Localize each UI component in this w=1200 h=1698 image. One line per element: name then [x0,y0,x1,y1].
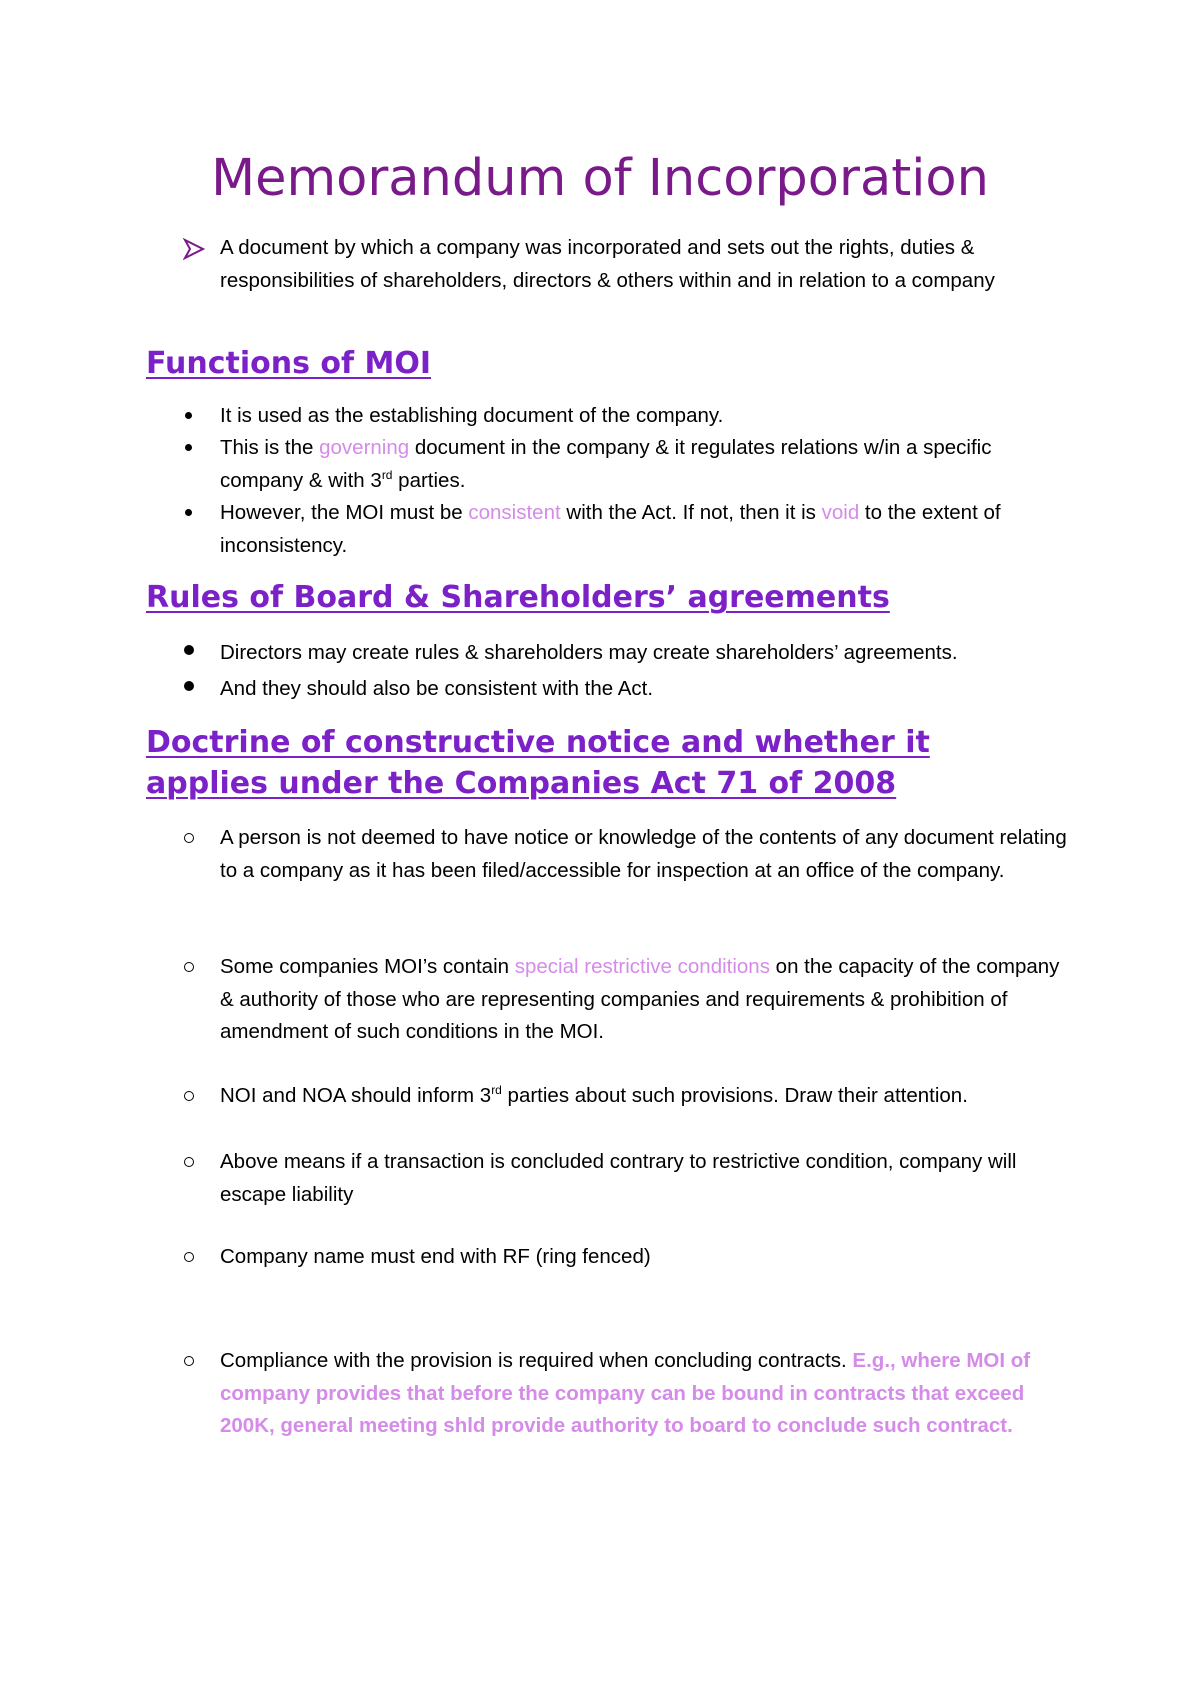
list-item: However, the MOI must be consistent with the Act. If not, then it is void to the extent of inconsistency. [220,501,1001,557]
section-heading-doctrine: Doctrine of constructive notice and whether it applies under the Companies Act 71 of 2008 [146,725,930,801]
list-item: Company name must end with RF (ring fenced) [220,1245,651,1268]
bullet-dot-icon [184,681,194,691]
highlight-text: void [821,501,860,524]
bullet-dot-icon [185,509,192,516]
intro-text: A document by which a company was incorporated and sets out the rights, duties & responsibilities of shareholders, directors & others within and in relation to a company [220,236,995,292]
highlight-text: E.g., where MOI of company provides that before the company can be bound in contracts that exceed 200K, general meeting shld provide authority to board to conclude such contract. [220,1349,1031,1437]
list-item: Above means if a transaction is concluded contrary to restrictive condition, company will escape liability [220,1150,1017,1206]
arrow-bullet-icon [183,238,205,260]
hollow-circle-bullet-icon [184,1091,194,1101]
list-item: And they should also be consistent with the Act. [220,677,654,700]
bullet-dot-icon [184,645,194,655]
list-item: It is used as the establishing document of the company. [220,404,724,427]
section-heading-rules: Rules of Board & Shareholders’ agreements [146,580,890,615]
list-item: Some companies MOI’s contain special restrictive conditions on the capacity of the company & authority of those who are representing companies and requirements & prohibition of amendment of such conditions in the MOI. [220,955,1060,1043]
list-item: This is the governing document in the company & it regulates relations w/in a specific company & with 3rd parties. [220,436,992,492]
hollow-circle-bullet-icon [184,962,194,972]
bullet-dot-icon [185,412,192,419]
page-title: Memorandum of Incorporation [211,149,989,208]
hollow-circle-bullet-icon [184,1356,194,1366]
bullet-dot-icon [185,444,192,451]
list-item: A person is not deemed to have notice or knowledge of the contents of any document relating to a company as it has been filed/accessible for inspection at an office of the company. [220,826,1067,882]
hollow-circle-bullet-icon [184,833,194,843]
list-item: Directors may create rules & shareholders may create shareholders’ agreements. [220,641,958,664]
highlight-text: governing [319,436,410,459]
highlight-text: consistent [468,501,561,524]
list-item: NOI and NOA should inform 3rd parties about such provisions. Draw their attention. [220,1083,968,1107]
hollow-circle-bullet-icon [184,1157,194,1167]
hollow-circle-bullet-icon [184,1252,194,1262]
list-item: Compliance with the provision is required when concluding contracts. E.g., where MOI of company provides that before the company can be bound in contracts that exceed 200K, general meeting shld provide authority to board to conclude such contract. [220,1349,1031,1437]
section-heading-functions: Functions of MOI [146,346,432,381]
highlight-text: special restrictive conditions [514,955,770,978]
